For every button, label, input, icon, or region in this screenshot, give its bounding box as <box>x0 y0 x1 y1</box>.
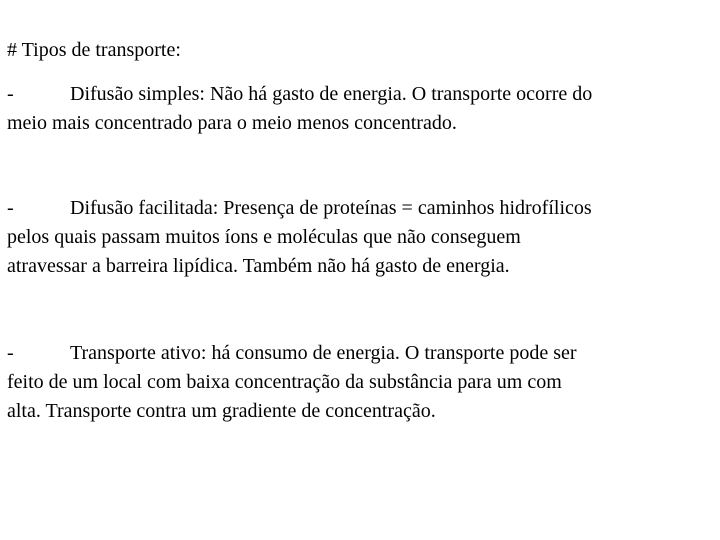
list-item-text: alta. Transporte contra um gradiente de concentração. <box>7 400 436 422</box>
bullet-dash: - <box>7 197 14 219</box>
bullet-dash: - <box>7 83 14 105</box>
list-item-line <box>7 339 707 368</box>
list-item-text: atravessar a barreira lipídica. Também não há gasto de energia. <box>7 255 510 277</box>
list-item-simple-diffusion <box>7 80 707 138</box>
list-item-text: pelos quais passam muitos íons e moléculas que não conseguem <box>7 226 521 248</box>
list-item-active-transport <box>7 339 707 426</box>
list-item-text: Difusão simples: Não há gasto de energia. O transporte ocorre do <box>70 83 593 105</box>
list-item-line <box>7 80 707 109</box>
slide-heading: # Tipos de transporte: <box>7 39 181 61</box>
list-item-text: meio mais concentrado para o meio menos concentrado. <box>7 112 457 134</box>
list-item-line <box>7 194 707 223</box>
bullet-dash: - <box>7 342 14 364</box>
list-item-text: Difusão facilitada: Presença de proteínas = caminhos hidrofílicos <box>70 197 592 219</box>
list-item-facilitated-diffusion <box>7 194 707 281</box>
list-item-text: Transporte ativo: há consumo de energia. O transporte pode ser <box>70 342 577 364</box>
list-item-text: feito de um local com baixa concentração da substância para um com <box>7 371 562 393</box>
